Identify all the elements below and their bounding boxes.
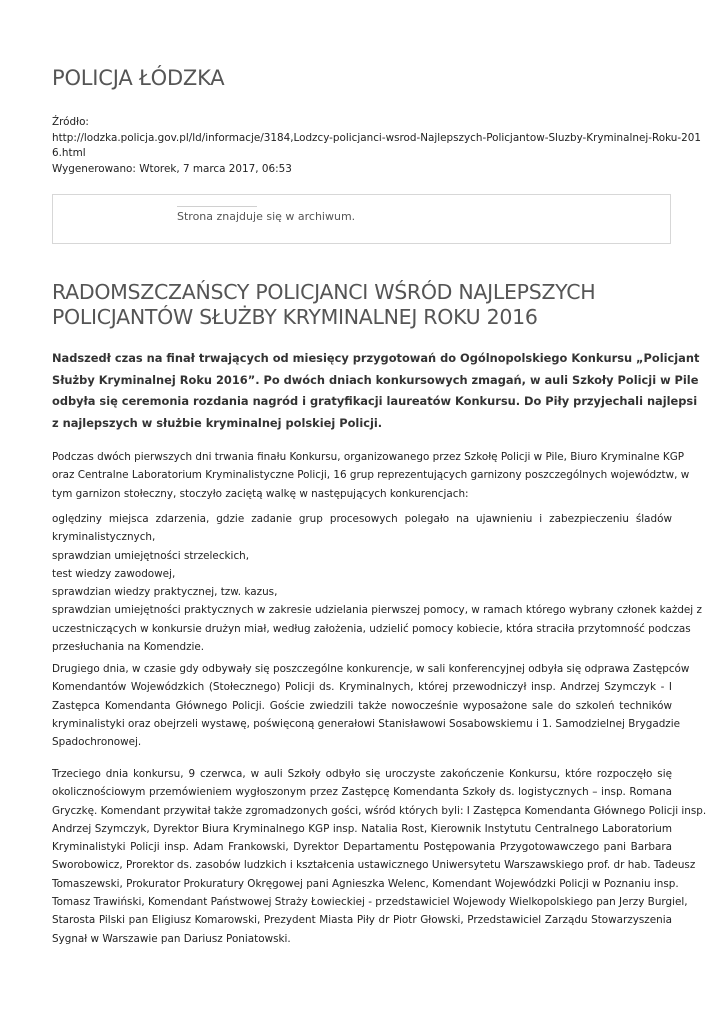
article-title-line-2: POLICJANTÓW SŁUŻBY KRYMINALNEJ ROKU 2016: [52, 305, 538, 329]
archive-notice-text: Strona znajduje się w archiwum.: [177, 210, 356, 223]
list-item-line: sprawdzian wiedzy praktycznej, tzw. kazus,: [52, 586, 278, 599]
paragraph-line: Komendantów Wojewódzkich (Stołecznego) Policji ds. Kryminalnych, której przewodniczył insp. Andrzej Szymczyk - I: [52, 681, 672, 694]
generated-timestamp: Wygenerowano: Wtorek, 7 marca 2017, 06:53: [52, 162, 292, 175]
paragraph-line: Sygnał w Warszawie pan Dariusz Poniatowski.: [52, 932, 291, 945]
site-title: POLICJA ŁÓDZKA: [52, 66, 225, 90]
paragraph-line: Zastępca Komendanta Głównego Policji. Goście zwiedzili także nowocześnie wyposażone sale do szkoleń techników: [52, 699, 672, 712]
paragraph-2: [52, 660, 690, 751]
paragraph-line: Tomasz Trawiński, Komendant Państwowej Straży Łowieckiej - przedstawiciel Wojewody Wielkopolskiego pan Jerzy Burgiel,: [52, 896, 688, 909]
lead-line: Nadszedł czas na finał trwających od miesięcy przygotowań do Ogólnopolskiego Konkursu „Policjant: [52, 351, 700, 365]
paragraph-line: Drugiego dnia, w czasie gdy odbywały się poszczególne konkurencje, w sali konferencyjnej odbyła się odprawa Zastępców: [52, 663, 690, 675]
paragraph-line: Kryminalistyki Policji insp. Adam Frankowski, Dyrektor Departamentu Postępowania Przygotowawczego pani Barbara: [52, 841, 672, 854]
article-lead: [52, 348, 700, 434]
list-item-line: kryminalistycznych,: [52, 531, 156, 544]
paragraph-line: tym garnizon stołeczny, stoczyło zaciętą walkę w następujących konkurencjach:: [52, 487, 469, 500]
list-item-line: oględziny miejsca zdarzenia, gdzie zadanie grup procesowych polegało na ujawnieniu i zabezpieczeniu śladów: [52, 513, 672, 525]
list-item-line: przesłuchania na Komendzie.: [52, 641, 205, 654]
article-title: [52, 280, 677, 330]
lead-line: z najlepszych w służbie kryminalnej polskiej Policji.: [52, 415, 383, 430]
paragraph-line: Spadochronowej.: [52, 736, 142, 749]
lead-line: odbyła się ceremonia rozdania nagród i gratyfikacji laureatów Konkursu. Do Piły przyjechali najlepsi: [52, 394, 698, 408]
paragraph-line: Gryczkę. Komendant przywitał także zgromadzonych gości, wśród których byli: I Zastępca Komendanta Głównego Policji insp.: [52, 804, 707, 817]
archive-notice-divider: [177, 206, 257, 207]
document-meta: [52, 115, 701, 177]
paragraph-3: [52, 765, 707, 948]
source-label: Źródło:: [52, 116, 89, 128]
paragraph-1: [52, 448, 690, 503]
paragraph-line: Podczas dwóch pierwszych dni trwania finału Konkursu, organizowanego przez Szkołę Policji w Pile, Biuro Kryminalne KGP: [52, 451, 685, 463]
archive-notice-box: [52, 194, 671, 244]
paragraph-line: Starosta Pilski pan Eligiusz Komarowski, Prezydent Miasta Piły dr Piotr Głowski, Przedstawiciel Zarządu Stowarzyszenia: [52, 914, 672, 927]
paragraph-line: Tomaszewski, Prokurator Prokuratury Okręgowej pani Agnieszka Welenc, Komendant Wojewódzki Policji w Poznaniu insp.: [52, 877, 679, 890]
paragraph-line: okolicznościowym przemówieniem wygłoszonym przez Zastępcę Komendanta Szkoły ds. logistycznych – insp. Romana: [52, 786, 672, 799]
list-item-line: test wiedzy zawodowej,: [52, 567, 176, 580]
paragraph-line: Sworobowicz, Prorektor ds. zasobów ludzkich i kształcenia ustawicznego Uniwersytetu Warszawskiego prof. dr hab. Tadeusz: [52, 859, 696, 872]
paragraph-line: Trzeciego dnia konkursu, 9 czerwca, w auli Szkoły odbyło się uroczyste zakończenie Konkursu, które rozpoczęło się: [52, 768, 672, 780]
source-url-line-1: http://lodzka.policja.gov.pl/ld/informacje/3184,Lodzcy-policjanci-wsrod-Najlepszych-Policjantow-Sluzby-Kryminalnej-Roku-201: [52, 131, 701, 144]
source-url-line-2: 6.html: [52, 147, 86, 159]
list-item-line: sprawdzian umiejętności praktycznych w zakresie udzielania pierwszej pomocy, w ramach którego wybrany członek każdej z: [52, 604, 702, 617]
article-title-line-1: RADOMSZCZAŃSCY POLICJANCI WŚRÓD NAJLEPSZYCH: [52, 280, 596, 304]
paragraph-line: Andrzej Szymczyk, Dyrektor Biura Kryminalnego KGP insp. Natalia Rost, Kierownik Instytutu Centralnego Laboratorium: [52, 822, 672, 835]
competition-list: [52, 510, 702, 656]
paragraph-line: kryminalistyki oraz obejrzeli wystawę, poświęconą generałowi Stanisławowi Sosabowskiemu i 1. Samodzielnej Brygadzie: [52, 717, 681, 730]
lead-line: Służby Kryminalnej Roku 2016”. Po dwóch dniach konkursowych zmagań, w auli Szkoły Policji w Pile: [52, 372, 699, 387]
list-item-line: sprawdzian umiejętności strzeleckich,: [52, 549, 250, 562]
paragraph-line: oraz Centralne Laboratorium Kryminalistyczne Policji, 16 grup reprezentujących garnizony poszczególnych województw, w: [52, 469, 690, 482]
list-item-line: uczestniczących w konkursie drużyn miał, według założenia, udzielić pomocy kobiecie, która straciła przytomność podczas: [52, 622, 691, 635]
